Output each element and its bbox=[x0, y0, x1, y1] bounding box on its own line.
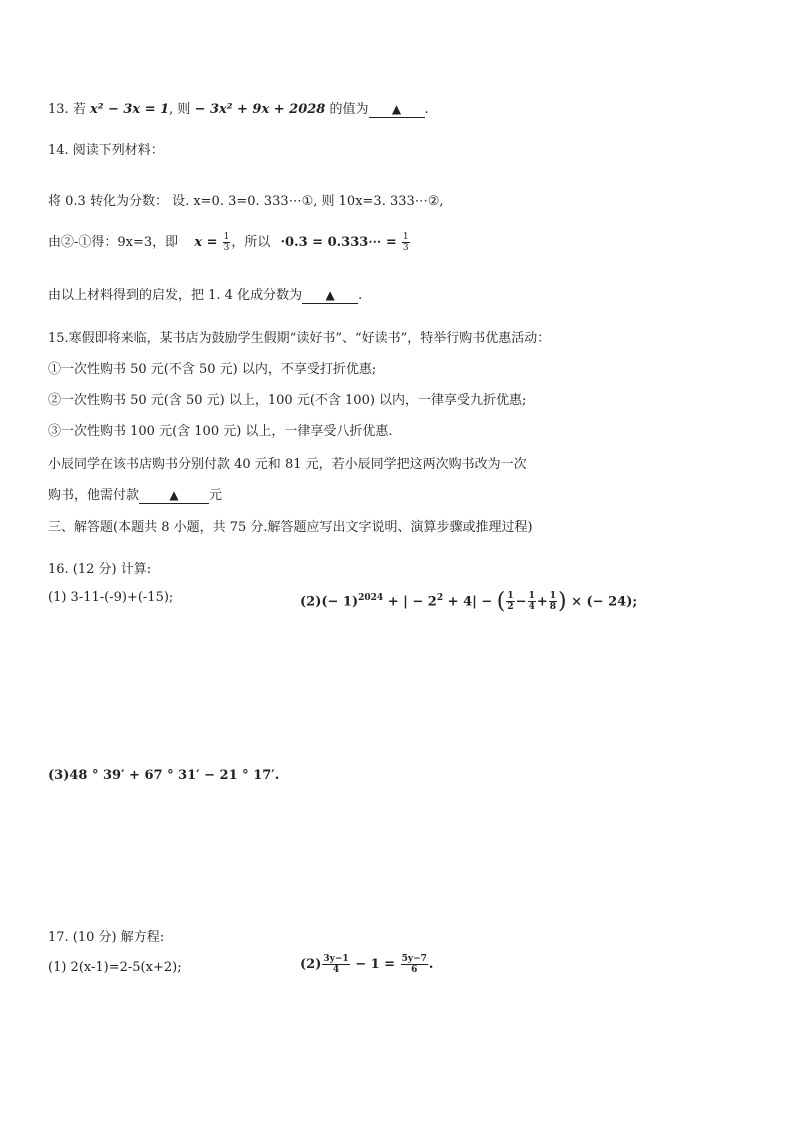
q15-rule2: ②一次性购书 50 元(含 50 元) 以上，100 元(不含 100) 以内，一律享受九折优惠; bbox=[48, 393, 527, 408]
q14-line1: 将 0.3 转化为分数： 设. x=0. 3=0. 333⋯①, 则 10x=3. 333⋯②, bbox=[48, 194, 444, 209]
q15-line6 bbox=[48, 486, 222, 506]
q14-line2-pre: 由②-①得：9x=3，即 bbox=[48, 235, 179, 250]
q13-text-mid: , 则 bbox=[169, 102, 191, 117]
q14-line2 bbox=[48, 232, 411, 253]
q17-title: 17. (10 分) 解方程: bbox=[48, 930, 165, 945]
q14-x: x = bbox=[194, 235, 218, 250]
q14-end: . bbox=[358, 288, 363, 303]
q13-answer-blank[interactable] bbox=[369, 102, 425, 118]
fraction: $\frac{5y-7}{6}$ bbox=[401, 954, 427, 975]
q15-answer-blank[interactable] bbox=[139, 488, 209, 504]
q14-line2-mid: ，所以 bbox=[231, 235, 271, 250]
q13-number: 13. bbox=[48, 102, 69, 117]
q17-part2 bbox=[300, 954, 433, 975]
q16-part1: (1) 3-11-(-9)+(-15); bbox=[48, 590, 174, 605]
q15-rule3: ③一次性购书 100 元(含 100 元) 以上，一律享受八折优惠. bbox=[48, 424, 393, 439]
q16-p2-square: 2 bbox=[436, 593, 444, 603]
q14-line3-text: 由以上材料得到的启发，把 1. 4 化成分数为 bbox=[48, 288, 303, 303]
q14-line3 bbox=[48, 286, 362, 306]
right-paren: ) bbox=[558, 588, 567, 614]
q15-title: 15.寒假即将来临，某书店为鼓励学生假期“读好书”、“好读书”，特举行购书优惠活动： bbox=[48, 331, 551, 346]
q15-unit: 元 bbox=[209, 488, 223, 503]
q16-p2-c: + 4| − bbox=[443, 594, 493, 610]
triangle-icon: ▲ bbox=[391, 102, 402, 116]
q14-title: 14. 阅读下列材料： bbox=[48, 143, 164, 158]
q15-line6-text: 购书，他需付款 bbox=[48, 488, 140, 503]
q17-part1: (1) 2(x-1)=2-5(x+2); bbox=[48, 960, 182, 975]
q17-p2-c: . bbox=[428, 957, 434, 972]
fraction: $\frac{1}{3}$ bbox=[402, 232, 409, 253]
q16-part2: $(2)(- 1)^{2024}$ + | − $2^2 + 4|$ − ( $\frac{1}{2}$ − $\frac{1}{4}$ + $\frac{1}{8}$ ) × (− 24); bbox=[300, 588, 638, 614]
q16-title: 16. (12 分) 计算: bbox=[48, 562, 152, 577]
q16-p2-b: + | − 2 bbox=[383, 594, 437, 610]
question-13 bbox=[48, 100, 429, 120]
q15-rule1: ①一次性购书 50 元(不含 50 元) 以内，不享受打折优惠; bbox=[48, 362, 377, 377]
triangle-icon: ▲ bbox=[169, 488, 179, 502]
q14-answer-blank[interactable] bbox=[302, 288, 358, 304]
q16-p2-a: (2)(− 1) bbox=[300, 594, 359, 610]
q13-text-pre: 若 bbox=[72, 102, 86, 117]
fraction: $\frac{1}{3}$ bbox=[223, 232, 230, 253]
q16-part3: (3)48 ° 39′ + 67 ° 31′ − 21 ° 17′. bbox=[48, 768, 280, 783]
q13-text-post: 的值为 bbox=[329, 102, 369, 117]
q14-value: ·0.3 = 0.333⋯ = bbox=[280, 235, 397, 250]
q17-p2-a: (2) bbox=[300, 957, 322, 972]
fraction: $\frac{3y-1}{4}$ bbox=[323, 954, 349, 975]
q15-line5: 小辰同学在该书店购书分别付款 40 元和 81 元，若小辰同学把这两次购书改为一次 bbox=[48, 457, 527, 472]
q16-p2-d: × (− 24); bbox=[571, 594, 638, 610]
q17-p2-b: − 1 = bbox=[355, 957, 396, 972]
left-paren: ( bbox=[496, 588, 506, 614]
q13-end: . bbox=[424, 102, 429, 117]
q13-equation: x² − 3x = 1 bbox=[89, 102, 170, 117]
fraction: $\frac{1}{2}$ bbox=[507, 591, 514, 613]
q16-p2-exponent: 2024 bbox=[358, 593, 384, 603]
fraction: $\frac{1}{8}$ bbox=[549, 591, 556, 613]
q13-expression: − 3x² + 9x + 2028 bbox=[194, 102, 326, 117]
section-3-heading: 三、解答题(本题共 8 小题，共 75 分.解答题应写出文字说明、演算步骤或推理过程) bbox=[48, 520, 533, 535]
triangle-icon: ▲ bbox=[325, 288, 335, 302]
fraction: $\frac{1}{4}$ bbox=[528, 591, 535, 613]
